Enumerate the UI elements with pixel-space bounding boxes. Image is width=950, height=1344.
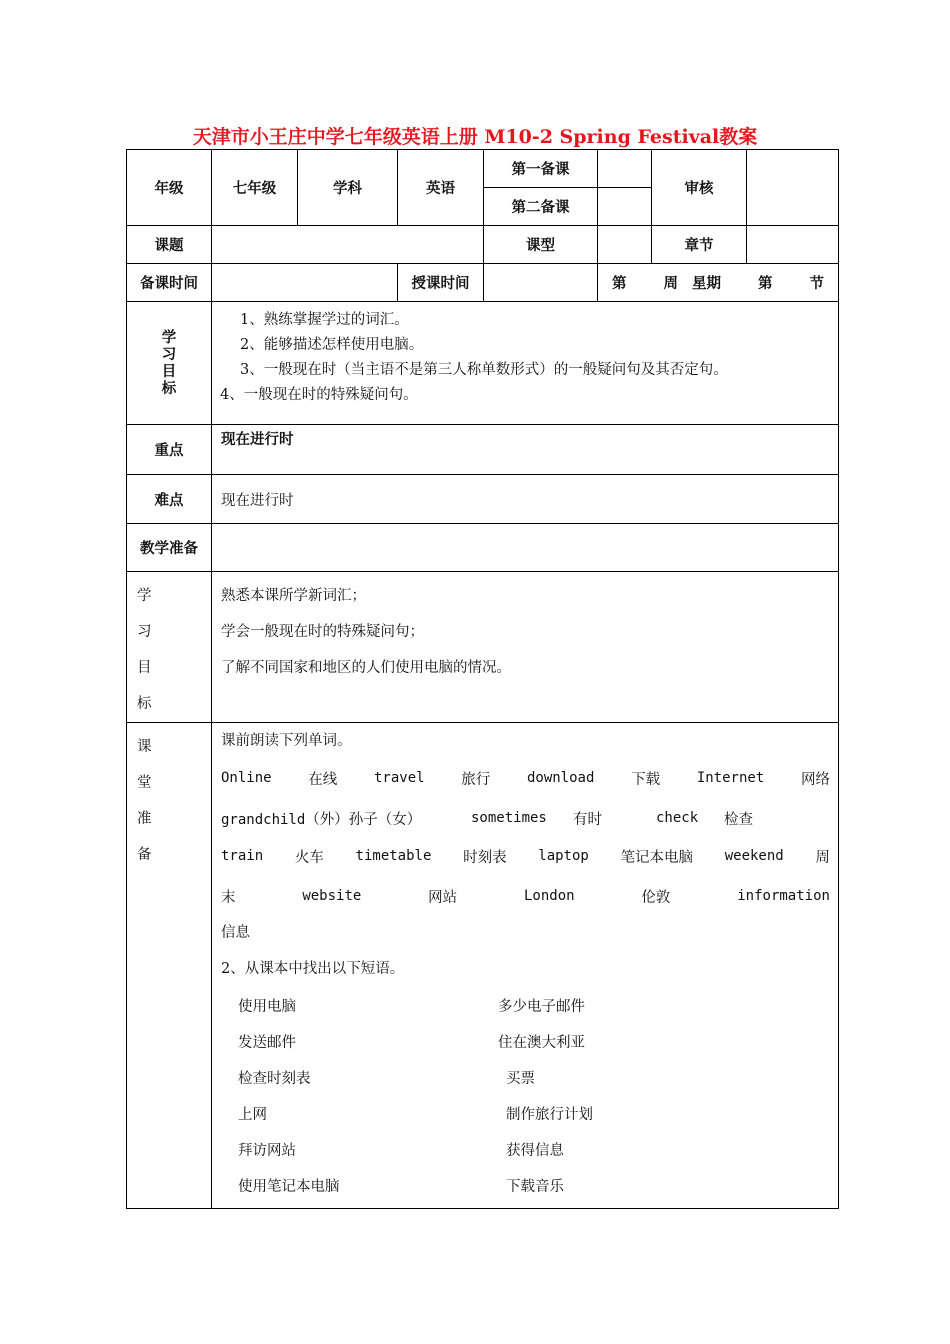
learning-goals-label: 学 习 目 标 (127, 572, 212, 723)
word-line: grandchild（外）孙子（女） sometimes 有时 check 检查 (221, 810, 753, 828)
review-value[interactable] (747, 150, 839, 226)
class-prep-intro: 课前朗读下列单词。 (221, 733, 352, 749)
first-prep-value[interactable] (598, 150, 652, 188)
subject-label: 学科 (298, 150, 398, 226)
prep-time-value[interactable] (212, 264, 398, 302)
word-line: 信息 (221, 925, 250, 941)
materials-label: 教学准备 (127, 524, 212, 572)
first-prep-label: 第一备课 (484, 150, 598, 188)
learning-goal-item: 熟悉本课所学新词汇； (221, 588, 366, 604)
key-point-value: 现在进行时 (212, 425, 839, 475)
chapter-label: 章节 (652, 226, 747, 264)
key-point-label: 重点 (127, 425, 212, 475)
objective-item: 3、一般现在时（当主语不是第三人称单数形式）的一般疑问句及其否定句。 (240, 362, 728, 378)
phrase-grid: 使用电脑 多少电子邮件 发送邮件 住在澳大利亚 检查时刻表 买票 上网 制作旅行计划 拜访网站 获得信息 使用笔记本电脑 下载音乐 (238, 999, 593, 1195)
word-line: Online 在线 travel 旅行 download 下载 Internet 网络 (221, 770, 830, 788)
word-line: 末 website 网站 London 伦敦 information (221, 888, 830, 906)
schedule-week: 周 (663, 275, 678, 292)
chapter-value[interactable] (747, 226, 839, 264)
type-label: 课型 (484, 226, 598, 264)
second-prep-value[interactable] (598, 188, 652, 226)
schedule-period: 节 (809, 275, 824, 292)
objective-item: 4、一般现在时的特殊疑问句。 (220, 387, 418, 403)
second-prep-label: 第二备课 (484, 188, 598, 226)
class-prep-content (212, 723, 839, 1209)
teach-time-value[interactable] (484, 264, 598, 302)
prep-time-label: 备课时间 (127, 264, 212, 302)
schedule-period-prefix: 第 (758, 275, 773, 292)
topic-value[interactable] (212, 226, 484, 264)
learning-goal-item: 了解不同国家和地区的人们使用电脑的情况。 (221, 660, 511, 676)
learning-goal-item: 学会一般现在时的特殊疑问句； (221, 624, 424, 640)
objective-item: 1、熟练掌握学过的词汇。 (240, 312, 409, 328)
grade-label: 年级 (127, 150, 212, 226)
schedule-week-prefix: 第 (612, 275, 627, 292)
difficulty-label: 难点 (127, 475, 212, 524)
objective-item: 2、能够描述怎样使用电脑。 (240, 337, 424, 353)
topic-label: 课题 (127, 226, 212, 264)
difficulty-value: 现在进行时 (212, 475, 839, 524)
materials-value[interactable] (212, 524, 839, 572)
teach-time-label: 授课时间 (398, 264, 484, 302)
schedule-weekday: 星期 (692, 275, 721, 292)
objectives-content (212, 302, 839, 425)
class-prep-label: 课 堂 准 备 (127, 723, 212, 1209)
review-label: 审核 (652, 150, 747, 226)
schedule (598, 264, 839, 302)
lesson-plan-table (126, 149, 839, 1209)
grade-value: 七年级 (212, 150, 298, 226)
subject-value: 英语 (398, 150, 484, 226)
learning-goals-content (212, 572, 839, 723)
type-value[interactable] (598, 226, 652, 264)
word-line: train 火车 timetable 时刻表 laptop 笔记本电脑 weekend 周 (221, 848, 830, 866)
objectives-label: 学 习 目 标 (127, 302, 212, 425)
document-title: 天津市小王庄中学七年级英语上册 M10-2 Spring Festival教案 (192, 126, 758, 148)
phrases-title: 2、从课本中找出以下短语。 (221, 961, 405, 977)
